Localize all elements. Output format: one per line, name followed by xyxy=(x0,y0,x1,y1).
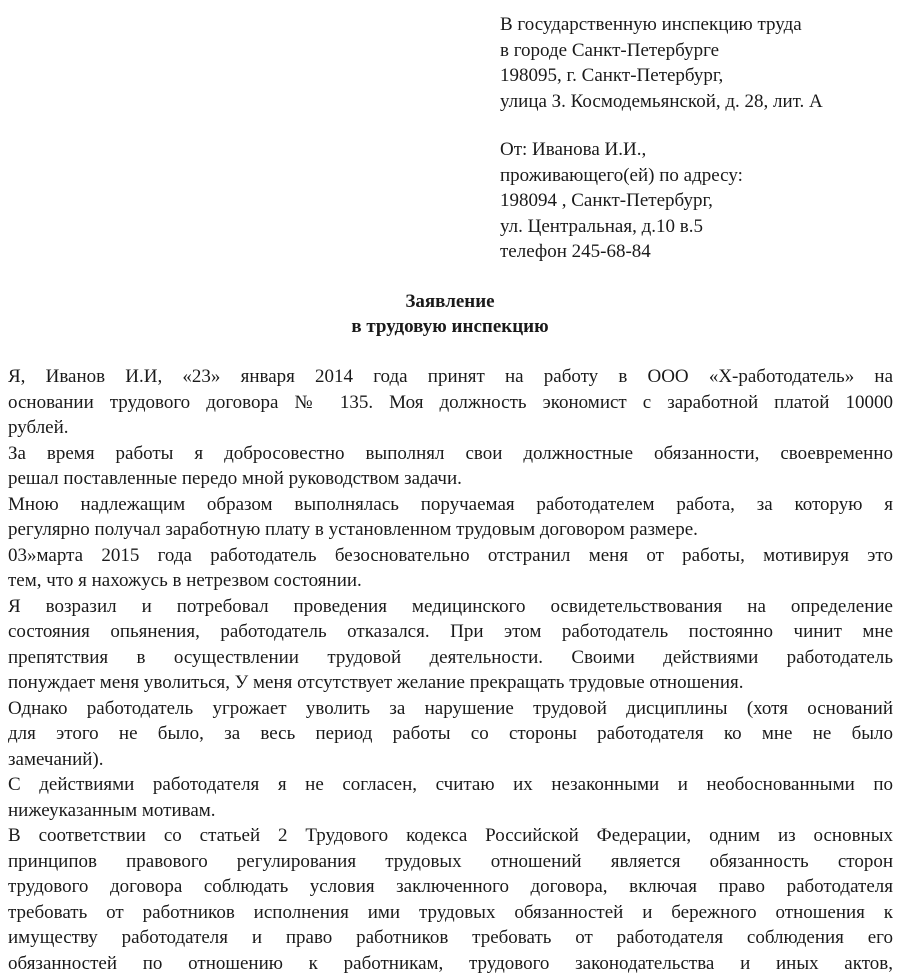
body-line: обязанностей по отношению к работникам, трудового законодательства и иных актов, xyxy=(8,952,893,973)
document-body xyxy=(8,364,893,973)
sender-line: телефон 245-68-84 xyxy=(500,241,651,262)
body-line: В соответствии со статьей 2 Трудового кодекса Российской Федерации, одним из основных xyxy=(8,825,893,846)
body-line: 03»марта 2015 года работодатель безосновательно отстранил меня от работы, мотивируя это xyxy=(8,544,893,566)
recipient-block xyxy=(500,12,895,114)
sender-block xyxy=(500,137,895,265)
sender-line: От: Иванова И.И., xyxy=(500,139,647,160)
document-title xyxy=(0,289,900,339)
body-line: рублей. xyxy=(8,417,69,438)
recipient-line: 198095, г. Санкт-Петербург, xyxy=(500,65,724,86)
body-line: Мною надлежащим образом выполнялась поручаемая работодателем работа, за которую я xyxy=(8,493,893,515)
body-line: требовать от работников исполнения ими трудовых обязанностей и бережного отношения к xyxy=(8,901,893,923)
recipient-line: улица З. Космодемьянской, д. 28, лит. А xyxy=(500,90,823,112)
body-line: Я возразил и потребовал проведения медицинского освидетельствования на определение xyxy=(8,595,893,617)
body-line: С действиями работодателя я не согласен, считаю их незаконными и необоснованными по xyxy=(8,774,893,795)
body-line: имуществу работодателя и право работников требовать от работодателя соблюдения его xyxy=(8,927,893,948)
body-line: нижеуказанным мотивам. xyxy=(8,799,216,821)
body-line: регулярно получал заработную плату в установленном трудовым договором размере. xyxy=(8,519,698,540)
body-line: принципов правового регулирования трудовых отношений является обязанность сторон xyxy=(8,850,893,872)
body-line: тем, что я нахожусь в нетрезвом состоянии. xyxy=(8,570,362,591)
body-line: За время работы я добросовестно выполнял свои должностные обязанности, своевременно xyxy=(8,442,893,464)
title-line-1: Заявление xyxy=(405,291,495,312)
body-line: решал поставленные передо мной руководством задачи. xyxy=(8,468,462,489)
recipient-line: В государственную инспекцию труда xyxy=(500,14,802,35)
sender-line: ул. Центральная, д.10 в.5 xyxy=(500,215,703,237)
title-line-2: в трудовую инспекцию xyxy=(351,316,549,337)
body-line: Я, Иванов И.И, «23» января 2014 года принят на работу в ООО «Х-работодатель» на xyxy=(8,366,893,387)
body-line: состояния опьянения, работодатель отказался. При этом работодатель постоянно чинит мне xyxy=(8,621,893,642)
sender-line: проживающего(ей) по адресу: xyxy=(500,164,743,186)
recipient-line: в городе Санкт-Петербурге xyxy=(500,39,720,61)
body-line: понуждает меня уволиться, У меня отсутствует желание прекращать трудовые отношения. xyxy=(8,672,744,693)
body-line: Однако работодатель угрожает уволить за нарушение трудовой дисциплины (хотя оснований xyxy=(8,697,893,719)
body-line: для этого не было, за весь период работы со стороны работодателя ко мне не было xyxy=(8,723,893,744)
body-line: основании трудового договора № 135. Моя должность экономист с заработной платой 10000 xyxy=(8,391,893,413)
sender-line: 198094 , Санкт-Петербург, xyxy=(500,190,713,211)
body-line: препятствия в осуществлении трудовой деятельности. Своими действиями работодатель xyxy=(8,646,893,668)
body-line: трудового договора соблюдать условия заключенного договора, включая право работодателя xyxy=(8,876,893,897)
body-line: замечаний). xyxy=(8,748,104,770)
